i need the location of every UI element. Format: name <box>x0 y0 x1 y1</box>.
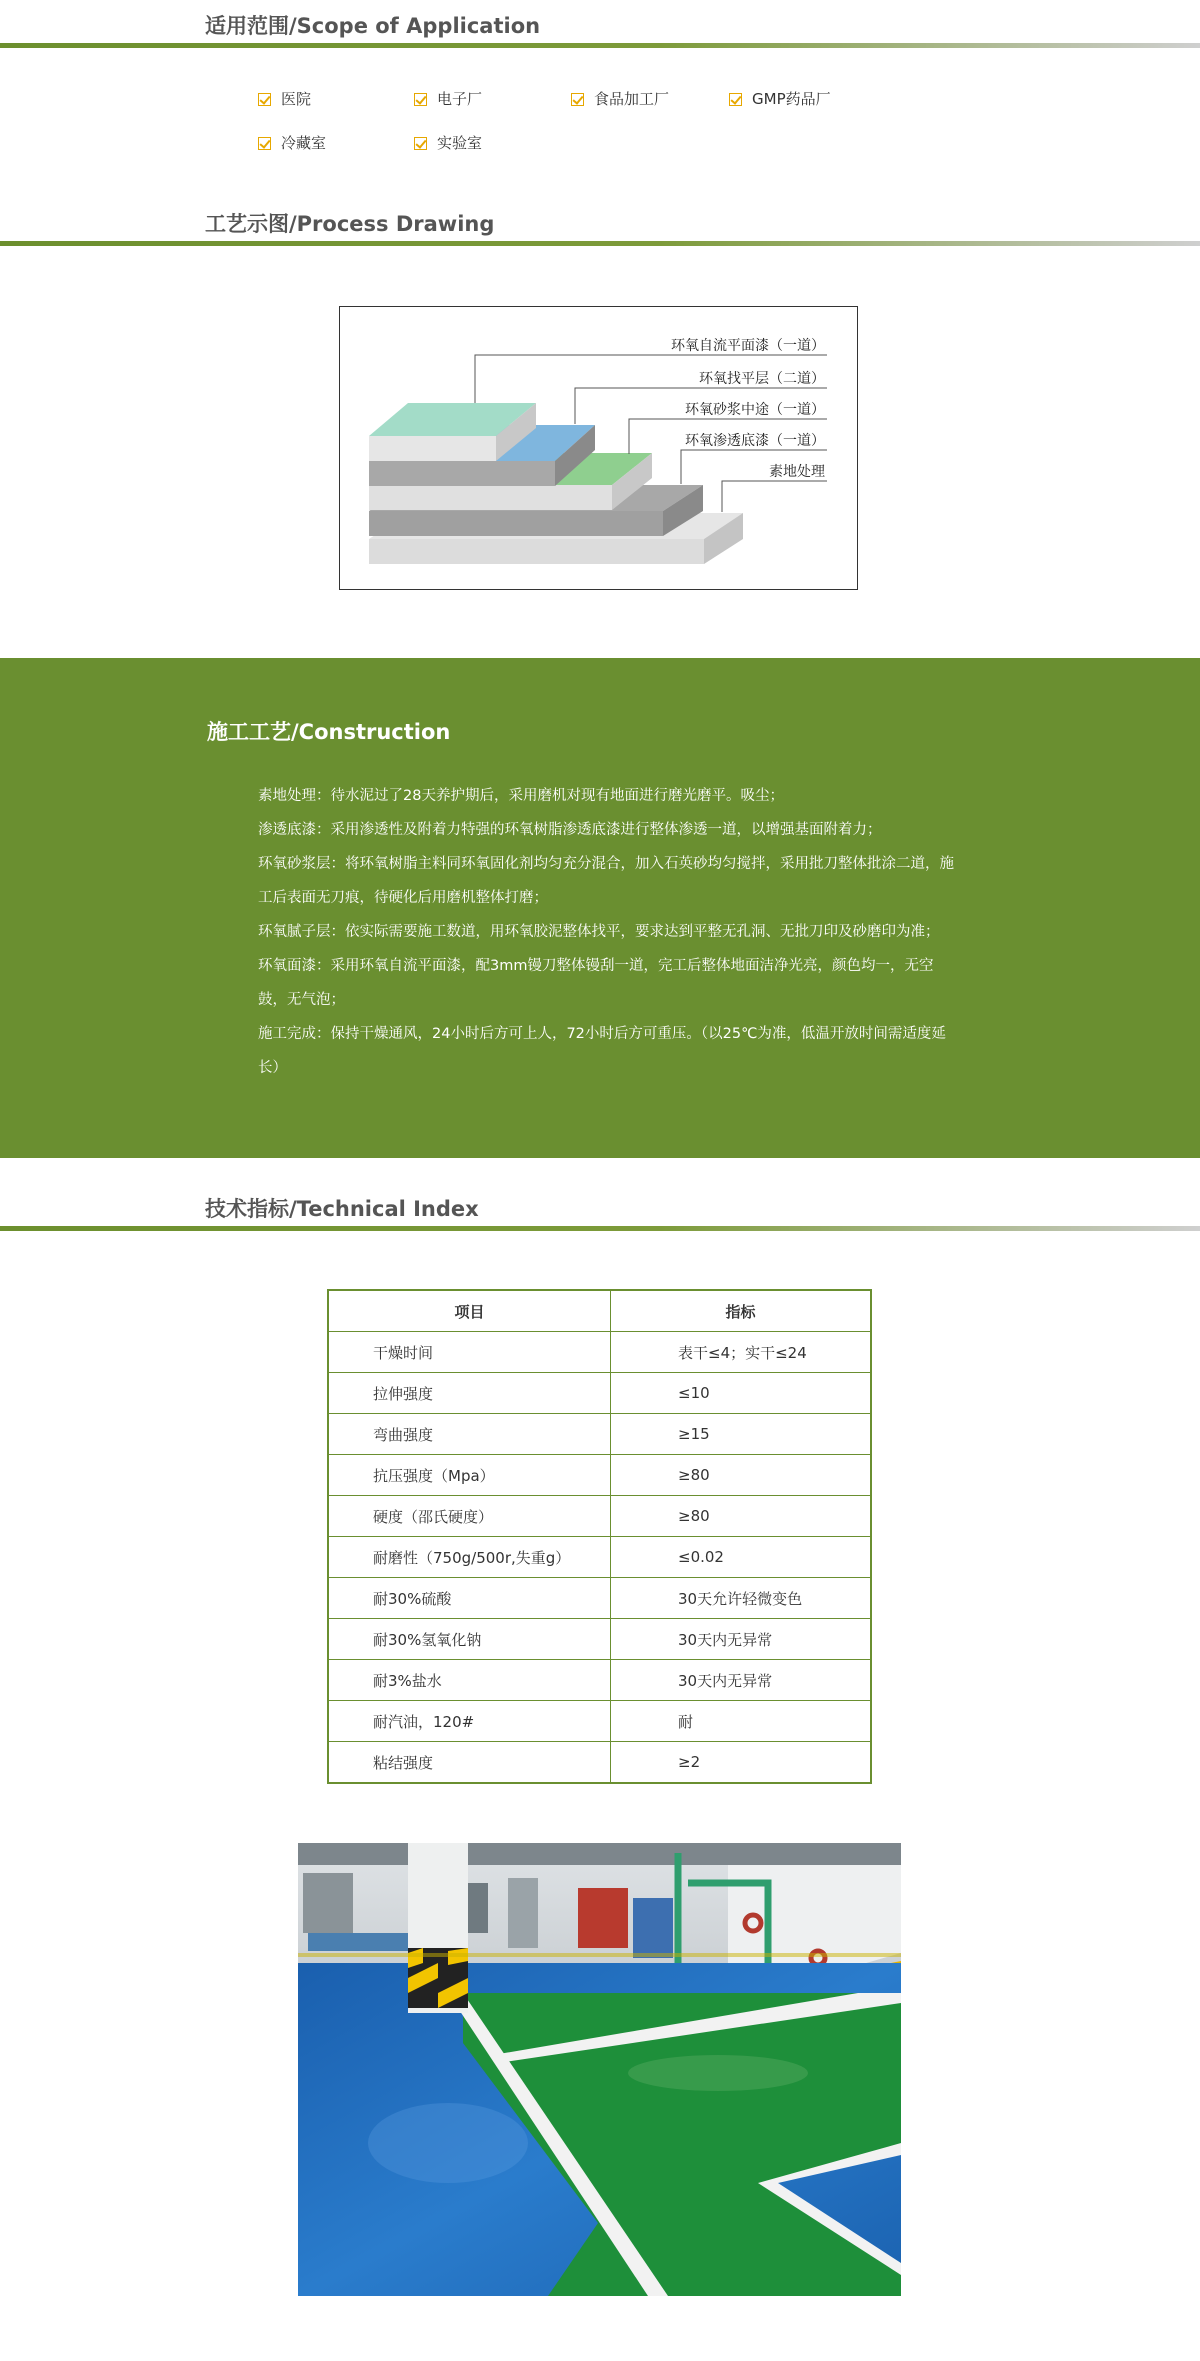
table-cell: ≥80 <box>611 1455 872 1496</box>
checkbox-icon <box>571 93 584 106</box>
scope-divider <box>0 43 1200 48</box>
table-cell: 30天内无异常 <box>611 1619 872 1660</box>
table-cell: 表干≤4；实干≤24 <box>611 1332 872 1373</box>
process-header <box>0 200 1200 252</box>
technical-table <box>327 1289 872 1784</box>
table-row <box>328 1660 871 1701</box>
scope-item: 冷藏室 <box>258 132 326 153</box>
construction-step: 环氧砂浆层：将环氧树脂主料同环氧固化剂均匀充分混合，加入石英砂均匀搅拌，采用批刀整体批涂二道，施工后表面无刀痕，待硬化后用磨机整体打磨； <box>258 856 954 906</box>
layer-label: 环氧找平层（二道） <box>699 371 825 387</box>
scope-item: GMP药品厂 <box>729 88 831 109</box>
scope-item: 医院 <box>258 88 311 109</box>
table-cell: 拉伸强度 <box>328 1373 611 1414</box>
construction-section <box>0 658 1200 1158</box>
table-row <box>328 1414 871 1455</box>
construction-step: 环氧面漆：采用环氧自流平面漆，配3mm镘刀整体镘刮一道，完工后整体地面洁净光亮，颜色均一，无空鼓，无气泡； <box>258 958 934 1008</box>
process-divider <box>0 241 1200 246</box>
layer-label: 环氧渗透底漆（一道） <box>685 433 825 449</box>
construction-step: 渗透底漆：采用渗透性及附着力特强的环氧树脂渗透底漆进行整体渗透一道，以增强基面附着力； <box>258 822 882 838</box>
table-row <box>328 1455 871 1496</box>
table-cell: 干燥时间 <box>328 1332 611 1373</box>
checkbox-icon <box>258 137 271 150</box>
technical-divider <box>0 1226 1200 1231</box>
checkbox-icon <box>729 93 742 106</box>
scope-item: 食品加工厂 <box>571 88 669 109</box>
table-cell: ≥2 <box>611 1742 872 1784</box>
table-cell: 耐磨性（750g/500r,失重g） <box>328 1537 611 1578</box>
table-row <box>328 1332 871 1373</box>
table-cell: 硬度（邵氏硬度） <box>328 1496 611 1537</box>
table-cell: 抗压强度（Mpa） <box>328 1455 611 1496</box>
table-cell: 弯曲强度 <box>328 1414 611 1455</box>
table-row <box>328 1373 871 1414</box>
floor-photo <box>298 1843 901 2296</box>
column-header: 指标 <box>611 1290 872 1332</box>
layer-label: 环氧自流平面漆（一道） <box>671 338 825 354</box>
table-row <box>328 1537 871 1578</box>
table-cell: ≤10 <box>611 1373 872 1414</box>
table-cell: 30天内无异常 <box>611 1660 872 1701</box>
table-row <box>328 1496 871 1537</box>
table-cell: 耐汽油，120# <box>328 1701 611 1742</box>
scope-item: 电子厂 <box>414 88 482 109</box>
table-cell: ≥80 <box>611 1496 872 1537</box>
layer-label: 环氧砂浆中途（一道） <box>685 402 825 418</box>
table-header-row <box>328 1290 871 1332</box>
scope-header <box>0 2 1200 54</box>
scope-title: 适用范围/Scope of Application <box>205 14 541 38</box>
table-cell: 粘结强度 <box>328 1742 611 1784</box>
checkbox-icon <box>258 93 271 106</box>
construction-step: 环氧腻子层：依实际需要施工数道，用环氧胶泥整体找平，要求达到平整无孔洞、无批刀印及砂磨印为准； <box>258 924 940 940</box>
table-cell: 耐30%硫酸 <box>328 1578 611 1619</box>
scope-item: 实验室 <box>414 132 482 153</box>
checkbox-icon <box>414 137 427 150</box>
construction-step: 素地处理：待水泥过了28天养护期后，采用磨机对现有地面进行磨光磨平。吸尘； <box>258 788 784 804</box>
process-title: 工艺示图/Process Drawing <box>205 212 495 236</box>
construction-title: 施工工艺/Construction <box>207 720 451 744</box>
table-cell: ≤0.02 <box>611 1537 872 1578</box>
construction-step: 施工完成：保持干燥通风，24小时后方可上人，72小时后方可重压。（以25℃为准，低温开放时间需适度延长） <box>258 1026 946 1076</box>
technical-title: 技术指标/Technical Index <box>205 1197 479 1221</box>
table-row <box>328 1742 871 1784</box>
table-cell: 30天允许轻微变色 <box>611 1578 872 1619</box>
process-drawing <box>339 306 858 590</box>
table-cell: 耐30%氢氧化钠 <box>328 1619 611 1660</box>
scope-list <box>0 80 1200 170</box>
layer-diagram <box>339 306 858 590</box>
table-row <box>328 1701 871 1742</box>
table-cell: ≥15 <box>611 1414 872 1455</box>
technical-header <box>0 1185 1200 1237</box>
table-cell: 耐3%盐水 <box>328 1660 611 1701</box>
construction-text <box>258 779 958 1085</box>
table-row <box>328 1578 871 1619</box>
table-row <box>328 1619 871 1660</box>
epoxy-floor-image <box>298 1843 901 2296</box>
table-cell: 耐 <box>611 1701 872 1742</box>
checkbox-icon <box>414 93 427 106</box>
column-header: 项目 <box>328 1290 611 1332</box>
layer-label: 素地处理 <box>769 464 825 480</box>
